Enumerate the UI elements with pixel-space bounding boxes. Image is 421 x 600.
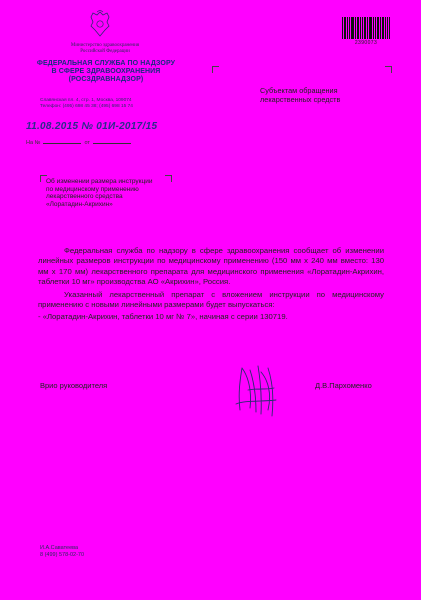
ministry-name: Министерство здравоохранения Российской Федерации — [70, 43, 140, 54]
barcode — [342, 17, 390, 39]
signatory-title: Врио руководителя — [40, 381, 108, 390]
recipient: Субъектам обращения лекарственных средств — [260, 86, 341, 104]
address-corner-mark — [212, 66, 219, 73]
letter-subject: Об изменении размера инструкции по медицинскому применению лекарственного средства «Лоратадин-Акрихин» — [46, 178, 153, 208]
letter-body — [38, 246, 384, 325]
signatory-name: Д.В.Пархоменко — [315, 381, 372, 390]
outgoing-date-number: 11.08.2015 № 01И-2017/15 — [26, 121, 158, 132]
body-paragraph: Федеральная служба по надзору в сфере здравоохранения сообщает об изменении линейных размеров инструкции по медицинскому применению (150 мм х 240 мм вместо: 130 мм х 170 мм) лекарственного препарата для медицинского применения «Лоратадин-Акрихин, таблетки 10 мг» производства АО «Акрихин», Россия. — [38, 246, 384, 287]
coat-of-arms-icon — [88, 10, 112, 38]
reference-line: На № от — [26, 140, 166, 146]
agency-name: ФЕДЕРАЛЬНАЯ СЛУЖБА ПО НАДЗОРУ В СФЕРЕ ЗДРАВООХРАНЕНИЯ (РОСЗДРАВНАДЗОР) — [36, 60, 176, 83]
body-paragraph: - «Лоратадин-Акрихин, таблетки 10 мг № 7», начиная с серии 130719. — [38, 312, 288, 322]
body-paragraph: Указанный лекарственный препарат с вложением инструкции по медицинскому применению с новыми линейными размерами будет выпускаться: — [38, 289, 384, 310]
barcode-number: 2390073 — [354, 40, 378, 46]
executor-info: И.А.Саватеева 8 (499) 578-02-70 — [40, 545, 85, 558]
address-corner-mark — [385, 66, 392, 73]
handwritten-signature — [228, 360, 288, 422]
agency-address: Славянская пл. 4, стр. 1, Москва, 109074 Телефон: (495) 698 45 38; (495) 698 15 74 — [40, 98, 133, 109]
